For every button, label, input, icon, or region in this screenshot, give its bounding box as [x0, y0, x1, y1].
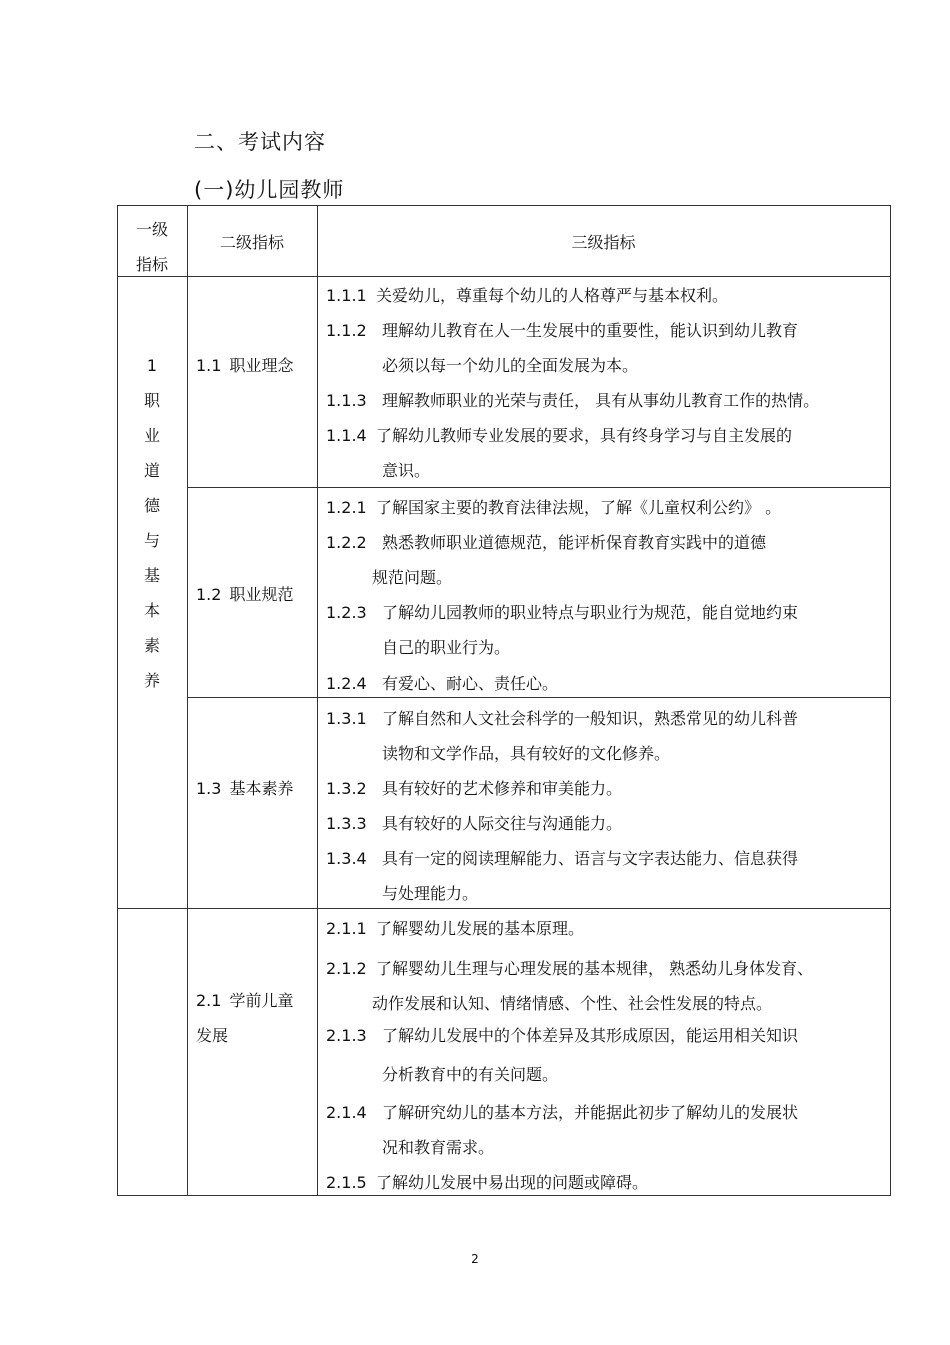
- header-level3: 三级指标: [571, 233, 636, 252]
- level2-1-1: 1.1 职业理念: [196, 356, 294, 375]
- item-1-3-2: 1.3.2 具有较好的艺术修养和审美能力。: [326, 779, 623, 798]
- item-2-1-3: 2.1.3 了解幼儿发展中的个体差异及其形成原因，能运用相关知识 分析教育中的有关问题。: [326, 1026, 799, 1084]
- item-1-1-3: 1.1.3 理解教师职业的光荣与责任， 具有从事幼儿教育工作的热情。: [326, 391, 820, 410]
- item-1-3-1: 1.3.1 了解自然和人文社会科学的一般知识，熟悉常见的幼儿科普 读物和文学作品，具有较好的文化修养。: [326, 709, 799, 763]
- item-1-1-2: 1.1.2 理解幼儿教育在人一生发展中的重要性，能认识到幼儿教育 必须以每一个幼儿的全面发展为本。: [326, 321, 799, 375]
- item-2-1-4: 2.1.4 了解研究幼儿的基本方法，并能据此初步了解幼儿的发展状 况和教育需求。: [326, 1103, 799, 1157]
- item-2-1-1: 2.1.1 了解婴幼儿发展的基本原理。: [326, 919, 585, 938]
- level2-2-1: 2.1 学前儿童 发展: [196, 991, 294, 1045]
- item-1-2-1: 1.2.1 了解国家主要的教育法律法规，了解《儿童权利公约》 。: [326, 498, 782, 517]
- section-heading: 二、考试内容: [194, 130, 326, 154]
- item-1-2-3: 1.2.3 了解幼儿园教师的职业特点与职业行为规范，能自觉地约束 自己的职业行为。: [326, 603, 799, 657]
- item-1-1-1: 1.1.1 关爱幼儿，尊重每个幼儿的人格尊严与基本权利。: [326, 286, 729, 305]
- item-1-3-4: 1.3.4 具有一定的阅读理解能力、语言与文字表达能力、信息获得 与处理能力。: [326, 849, 799, 903]
- level2-1-3: 1.3 基本素养: [196, 779, 294, 798]
- item-2-1-2: 2.1.2 了解婴幼儿生理与心理发展的基本规律， 熟悉幼儿身体发育、 动作发展和认知、情绪情感、个性、社会性发展的特点。: [326, 959, 814, 1013]
- level1-title-professional-ethics: 1 职 业 道 德 与 基 本 素 养: [143, 356, 160, 690]
- header-level1: 一级 指标: [135, 220, 168, 274]
- subsection-heading: (一)幼儿园教师: [194, 178, 345, 202]
- item-1-1-4: 1.1.4 了解幼儿教师专业发展的要求，具有终身学习与自主发展的 意识。: [326, 426, 793, 480]
- item-1-3-3: 1.3.3 具有较好的人际交往与沟通能力。: [326, 814, 623, 833]
- header-level2: 二级指标: [219, 233, 284, 252]
- page-number: 2: [471, 1252, 479, 1266]
- item-1-2-2: 1.2.2 熟悉教师职业道德规范，能评析保育教育实践中的道德 规范问题。: [326, 533, 767, 587]
- level2-1-2: 1.2 职业规范: [196, 585, 294, 604]
- item-2-1-5: 2.1.5 了解幼儿发展中易出现的问题或障碍。: [326, 1173, 649, 1192]
- item-1-2-4: 1.2.4 有爱心、耐心、责任心。: [326, 674, 559, 693]
